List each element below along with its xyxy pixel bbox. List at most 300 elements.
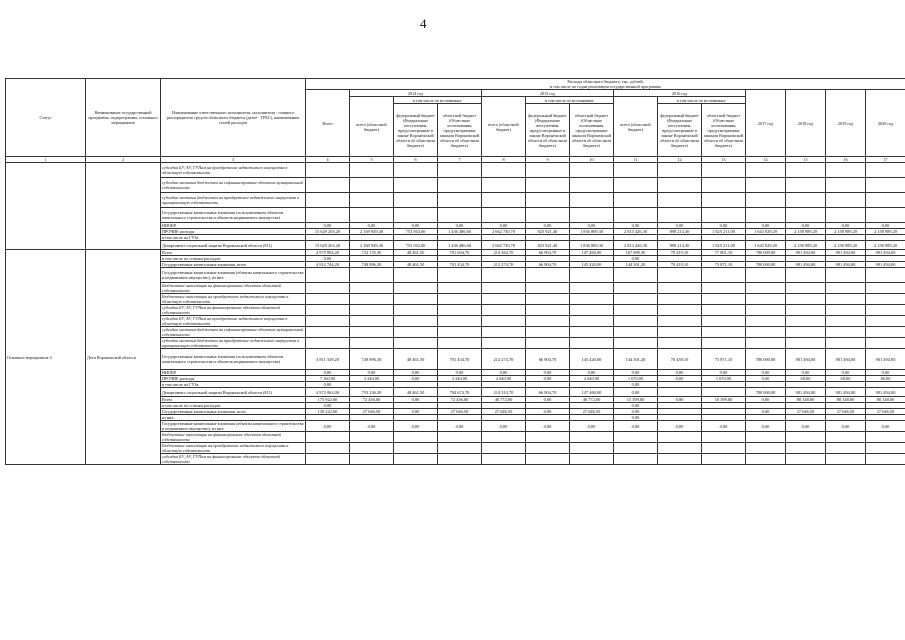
row-label: из них:: [161, 415, 306, 421]
value-cell: [746, 294, 786, 305]
value-cell: [658, 193, 702, 208]
value-cell: 1 670,00: [614, 376, 658, 382]
value-cell: [438, 294, 482, 305]
value-cell: 2 169 949,40: [350, 229, 394, 235]
value-cell: [570, 268, 614, 283]
value-cell: [306, 454, 350, 465]
value-cell: [826, 268, 866, 283]
column-number: 13: [702, 157, 746, 163]
value-cell: 60,00: [826, 376, 866, 382]
header-expenses-title: Расходы областного бюджета, тыс. рублей,: [567, 79, 644, 84]
value-cell: [570, 443, 614, 454]
value-cell: [350, 193, 394, 208]
row-label: субсидии местным бюджетам на приобретение недвижимого имущества в муниципальную собственность: [161, 193, 306, 208]
value-cell: 0,00: [526, 409, 570, 415]
header-2018: 2018 год: [786, 90, 826, 157]
value-cell: [866, 268, 905, 283]
value-cell: [526, 327, 570, 338]
value-cell: [570, 454, 614, 465]
header-expenses: [306, 79, 905, 90]
value-cell: [866, 283, 905, 294]
value-cell: [570, 338, 614, 349]
value-cell: [438, 178, 482, 193]
header-2020: 2020 год: [866, 90, 905, 157]
value-cell: 0,00: [786, 370, 826, 376]
row-label: Государственные капитальные вложения (за исключением объектов капитального строительства и объектов недвижимого имущества): [161, 208, 306, 223]
value-cell: [786, 294, 826, 305]
value-cell: [350, 208, 394, 223]
value-cell: [614, 193, 658, 208]
value-cell: 0,00: [394, 421, 438, 432]
value-cell: [658, 294, 702, 305]
value-cell: [526, 454, 570, 465]
table-row: [6, 250, 905, 256]
value-cell: [350, 432, 394, 443]
row-label: субсидии местным бюджетам на софинансирование объектов муниципальной собственности: [161, 327, 306, 338]
value-cell: [746, 178, 786, 193]
value-cell: [614, 178, 658, 193]
row-label: Государственные капитальные вложения, всего: [161, 409, 306, 415]
value-cell: 0,00: [526, 376, 570, 382]
value-cell: [526, 208, 570, 223]
row-label: субсидии БУ, АУ, ГУПам на финансирование объектов областной собственности: [161, 454, 306, 465]
value-cell: [702, 178, 746, 193]
value-cell: 0,00: [702, 223, 746, 229]
value-cell: [658, 327, 702, 338]
value-cell: 0,00: [482, 223, 526, 229]
value-cell: [526, 338, 570, 349]
value-cell: 753 563,00: [394, 241, 438, 250]
value-cell: [306, 268, 350, 283]
column-number: 11: [614, 157, 658, 163]
value-cell: [702, 268, 746, 283]
value-cell: [394, 193, 438, 208]
value-cell: [350, 294, 394, 305]
value-cell: [702, 193, 746, 208]
column-number: 14: [746, 157, 786, 163]
value-cell: 4 912 744,20: [306, 262, 350, 268]
value-cell: 27 646,50: [438, 409, 482, 415]
value-cell: 0,00: [746, 376, 786, 382]
value-cell: [482, 283, 526, 294]
value-cell: 80 148,00: [866, 397, 905, 403]
value-cell: [826, 178, 866, 193]
header-2014-obl: областной бюджет (Областные ассигнования, предусмотренные законом Воронежской области об областном бюджете): [438, 104, 482, 157]
value-cell: [826, 327, 866, 338]
value-cell: 0,00: [826, 223, 866, 229]
value-cell: 901 494,00: [786, 262, 826, 268]
value-cell: [306, 178, 350, 193]
header-2016-obl: областной бюджет (Областные ассигнования, предусмотренные законом Воронежской области об областном бюджете): [702, 104, 746, 157]
value-cell: 0,00: [614, 409, 658, 415]
value-cell: 4 975 894,20: [306, 250, 350, 256]
value-cell: 2 158 989,20: [826, 241, 866, 250]
value-cell: 723 135,30: [350, 250, 394, 256]
value-cell: 27 646,50: [826, 409, 866, 415]
value-cell: 701 604,70: [438, 250, 482, 256]
value-cell: 2 169 949,40: [350, 241, 394, 250]
row-label: Бюджетные инвестиции на приобретение недвижимого имущества в областную собственность: [161, 443, 306, 454]
value-cell: 1 825 211,00: [702, 241, 746, 250]
row-label: Государственные капитальные вложения, всего: [161, 262, 306, 268]
value-cell: [658, 305, 702, 316]
value-cell: 147 460,00: [570, 388, 614, 397]
value-cell: [658, 388, 702, 397]
value-cell: 0,00: [746, 370, 786, 376]
value-cell: [866, 432, 905, 443]
value-cell: [658, 178, 702, 193]
header-2016: 2016 год: [614, 90, 746, 97]
value-cell: [482, 178, 526, 193]
column-number: 2: [86, 157, 161, 163]
value-cell: 901 494,00: [866, 349, 905, 370]
value-cell: [350, 283, 394, 294]
value-cell: [866, 208, 905, 223]
value-cell: 66 904,70: [526, 262, 570, 268]
value-cell: 3 811 339,20: [306, 349, 350, 370]
value-cell: 46 772,00: [570, 397, 614, 403]
value-cell: [350, 327, 394, 338]
row-label: субсидии БУ, АУ, ГУПам на приобретение недвижимого имущества в областную собственность: [161, 163, 306, 178]
value-cell: 48 461,50: [394, 250, 438, 256]
value-cell: 2 158 989,20: [866, 241, 905, 250]
value-cell: 901 494,00: [826, 388, 866, 397]
value-cell: [482, 316, 526, 327]
value-cell: [570, 316, 614, 327]
column-number: 7: [438, 157, 482, 163]
value-cell: 780 000,00: [746, 262, 786, 268]
value-cell: [786, 193, 826, 208]
value-cell: 214 314,70: [482, 388, 526, 397]
value-cell: 780 000,00: [746, 388, 786, 397]
value-cell: [658, 454, 702, 465]
value-cell: [614, 294, 658, 305]
row-label: Государственные капитальные вложения (за исключением объектов капитального строительства и объектов недвижимого имущества): [161, 349, 306, 370]
value-cell: [866, 454, 905, 465]
value-cell: 749 896,30: [350, 349, 394, 370]
value-cell: [826, 454, 866, 465]
value-cell: 2 040,00: [482, 376, 526, 382]
value-cell: 0,00: [614, 403, 658, 409]
value-cell: 0,00: [394, 376, 438, 382]
row-label: субсидии местным бюджетам на приобретение недвижимого имущества в муниципальную собственность: [161, 338, 306, 349]
value-cell: [570, 178, 614, 193]
value-cell: 0,00: [306, 421, 350, 432]
value-cell: 27 646,50: [350, 409, 394, 415]
value-cell: [786, 432, 826, 443]
value-cell: [658, 163, 702, 178]
value-cell: [306, 163, 350, 178]
value-cell: 1 670,00: [702, 376, 746, 382]
value-cell: [746, 443, 786, 454]
value-cell: 175 922,60: [306, 397, 350, 403]
value-cell: 0,00: [306, 223, 350, 229]
row-label: субсидии БУ, АУ, ГУПам на приобретение недвижимого имущества в областную собственность: [161, 316, 306, 327]
value-cell: [394, 432, 438, 443]
value-cell: [746, 283, 786, 294]
value-cell: 0,00: [658, 421, 702, 432]
value-cell: [866, 443, 905, 454]
row-label: в том числе по статьям расходов:: [161, 403, 306, 409]
value-cell: [526, 294, 570, 305]
value-cell: [786, 454, 826, 465]
value-cell: [702, 327, 746, 338]
value-cell: [866, 305, 905, 316]
value-cell: [482, 193, 526, 208]
value-cell: [306, 294, 350, 305]
row-label: Государственные капитальные вложения (объекты капитального строительства и недвижимое имущество), из них:: [161, 421, 306, 432]
value-cell: 0,00: [614, 415, 658, 421]
value-cell: 0,00: [746, 223, 786, 229]
value-cell: 27 646,50: [570, 409, 614, 415]
value-cell: 1 643 929,20: [746, 241, 786, 250]
value-cell: [746, 327, 786, 338]
value-cell: [394, 338, 438, 349]
value-cell: 147 460,00: [570, 250, 614, 256]
value-cell: [826, 163, 866, 178]
value-cell: [866, 178, 905, 193]
value-cell: [786, 305, 826, 316]
value-cell: [746, 432, 786, 443]
value-cell: [526, 316, 570, 327]
value-cell: [826, 283, 866, 294]
value-cell: [482, 294, 526, 305]
value-cell: [350, 316, 394, 327]
value-cell: 0,00: [306, 403, 350, 409]
value-cell: [786, 316, 826, 327]
column-number: 5: [350, 157, 394, 163]
value-cell: 0,00: [614, 421, 658, 432]
value-cell: [526, 163, 570, 178]
value-cell: [826, 443, 866, 454]
header-2016-total: всего (областной бюджет): [614, 97, 658, 157]
value-cell: [614, 443, 658, 454]
value-cell: 0,00: [658, 370, 702, 376]
row-label: Департамент социальной защиты Воронежской области (811): [161, 241, 306, 250]
value-cell: [306, 193, 350, 208]
value-cell: [614, 268, 658, 283]
value-cell: 0,00: [350, 223, 394, 229]
header-2019: 2019 год: [826, 90, 866, 157]
value-cell: 15 399,00: [614, 397, 658, 403]
program-cell: Дети Воронежской области: [86, 250, 161, 465]
value-cell: 66 904,70: [526, 349, 570, 370]
value-cell: 48 461,50: [394, 388, 438, 397]
value-cell: [394, 316, 438, 327]
value-cell: [614, 283, 658, 294]
value-cell: [746, 208, 786, 223]
row-label: субсидии БУ, АУ, ГУПам на финансирование объектов областной собственности: [161, 305, 306, 316]
value-cell: [570, 193, 614, 208]
value-cell: 0,00: [482, 421, 526, 432]
value-cell: [394, 268, 438, 283]
value-cell: 0,00: [826, 370, 866, 376]
value-cell: 214 364,70: [482, 250, 526, 256]
value-cell: [866, 163, 905, 178]
value-cell: 0,00: [786, 421, 826, 432]
header-status: Статус: [6, 79, 86, 157]
value-cell: [702, 338, 746, 349]
value-cell: [438, 208, 482, 223]
value-cell: 0,00: [702, 370, 746, 376]
value-cell: [702, 454, 746, 465]
column-number: 1: [6, 157, 86, 163]
value-cell: 4 972 063,00: [306, 388, 350, 397]
column-number: 8: [482, 157, 526, 163]
value-cell: [526, 305, 570, 316]
value-cell: [482, 443, 526, 454]
value-cell: 3 240,00: [438, 376, 482, 382]
value-cell: 1 436 486,60: [438, 241, 482, 250]
value-cell: 898 214,30: [658, 229, 702, 235]
value-cell: [526, 443, 570, 454]
value-cell: 70 439,10: [658, 349, 702, 370]
value-cell: [526, 268, 570, 283]
value-cell: 753 563,00: [394, 229, 438, 235]
value-cell: 0,00: [614, 388, 658, 397]
value-cell: 0,00: [526, 223, 570, 229]
value-cell: [786, 327, 826, 338]
value-cell: 901 494,00: [786, 349, 826, 370]
value-cell: [570, 283, 614, 294]
value-cell: [614, 305, 658, 316]
value-cell: 0,00: [570, 223, 614, 229]
value-cell: [866, 193, 905, 208]
value-cell: [866, 316, 905, 327]
value-cell: 825 921,40: [526, 229, 570, 235]
value-cell: [786, 268, 826, 283]
value-cell: 701 434,70: [438, 349, 482, 370]
value-cell: [394, 208, 438, 223]
header-executor: Наименование ответственного исполнителя, исполнителя - главного распорядителя средств областного бюджета (далее - ГРБС), наименование статей расходов: [161, 79, 306, 157]
header-2016-fed: федеральный бюджет (Федеральные поступления, предусмотренные в законе Воронежской области об областном бюджете): [658, 104, 702, 157]
value-cell: [438, 338, 482, 349]
value-cell: 0,00: [306, 382, 350, 388]
value-cell: [746, 454, 786, 465]
value-cell: [482, 268, 526, 283]
header-2015-sources: в том числе по источникам:: [526, 97, 614, 104]
value-cell: 15 629 203,20: [306, 241, 350, 250]
value-cell: 2 158 989,20: [786, 241, 826, 250]
value-cell: 898 214,30: [658, 241, 702, 250]
value-cell: 780 000,00: [746, 250, 786, 256]
row-label: в том числе по ГУЗа: [161, 235, 306, 241]
value-cell: 48 461,50: [394, 349, 438, 370]
value-cell: [306, 316, 350, 327]
row-label: субсидии местным бюджетам на софинансирование объектов муниципальной собственности: [161, 178, 306, 193]
value-cell: 80 148,00: [786, 397, 826, 403]
status-cell: [6, 163, 86, 250]
value-cell: 48 461,50: [394, 262, 438, 268]
row-label: НИОКР: [161, 223, 306, 229]
value-cell: 7 160,00: [306, 376, 350, 382]
value-cell: [394, 443, 438, 454]
value-cell: 167 890,30: [614, 250, 658, 256]
value-cell: 0,00: [702, 421, 746, 432]
value-cell: 1 436 486,60: [438, 229, 482, 235]
value-cell: 46 772,00: [482, 397, 526, 403]
value-cell: [658, 208, 702, 223]
value-cell: 1 836 809,30: [570, 229, 614, 235]
value-cell: 0,00: [570, 421, 614, 432]
value-cell: 60,00: [786, 376, 826, 382]
value-cell: 0,00: [394, 370, 438, 376]
value-cell: 0,00: [614, 370, 658, 376]
value-cell: 72 436,00: [350, 397, 394, 403]
header-total: Всего: [306, 90, 350, 157]
value-cell: [306, 338, 350, 349]
value-cell: [614, 163, 658, 178]
value-cell: 2 813 426,30: [614, 229, 658, 235]
value-cell: [482, 432, 526, 443]
row-label: Государственные капитальные вложения (объекты капитального строительства и недвижимое имущество), из них:: [161, 268, 306, 283]
value-cell: [394, 283, 438, 294]
value-cell: 0,00: [614, 382, 658, 388]
row-label: в том числе по статьям расходов:: [161, 256, 306, 262]
column-number: 4: [306, 157, 350, 163]
value-cell: [526, 283, 570, 294]
header-2014-fed: федеральный бюджет (Федеральные поступления, предусмотренные в законе Воронежской области об областном бюджете): [394, 104, 438, 157]
column-number: 6: [394, 157, 438, 163]
value-cell: 60,00: [866, 376, 905, 382]
column-number: 16: [826, 157, 866, 163]
row-label: НИОКР: [161, 370, 306, 376]
page-number: 4: [420, 16, 427, 31]
value-cell: 0,00: [394, 409, 438, 415]
value-cell: [866, 294, 905, 305]
value-cell: [438, 432, 482, 443]
value-cell: 145 420,00: [570, 262, 614, 268]
value-cell: 2 662 730,70: [482, 241, 526, 250]
value-cell: 901 494,00: [786, 250, 826, 256]
value-cell: 0,00: [526, 421, 570, 432]
value-cell: [614, 208, 658, 223]
row-label: Всего: [161, 250, 306, 256]
value-cell: [746, 163, 786, 178]
value-cell: 0,00: [614, 256, 658, 262]
value-cell: [438, 443, 482, 454]
value-cell: 0,00: [526, 397, 570, 403]
value-cell: 0,00: [394, 397, 438, 403]
value-cell: 144 301,20: [614, 262, 658, 268]
header-2015-obl: областной бюджет (Областные ассигнования, предусмотренные законом Воронежской области об областном бюджете): [570, 104, 614, 157]
value-cell: [702, 294, 746, 305]
value-cell: [786, 208, 826, 223]
row-label: Бюджетные инвестиции на финансирование объектов областной собственности: [161, 432, 306, 443]
value-cell: 901 494,00: [826, 262, 866, 268]
value-cell: [438, 305, 482, 316]
value-cell: [702, 163, 746, 178]
value-cell: 901 494,00: [866, 250, 905, 256]
value-cell: [394, 454, 438, 465]
value-cell: [526, 178, 570, 193]
value-cell: [482, 163, 526, 178]
value-cell: 780 000,00: [746, 349, 786, 370]
value-cell: 1 643 929,20: [746, 229, 786, 235]
header-program: Наименование государственной программы, подпрограммы, основного мероприятия: [86, 79, 161, 157]
value-cell: 0,00: [306, 370, 350, 376]
value-cell: 27 646,50: [482, 409, 526, 415]
value-cell: 0,00: [658, 397, 702, 403]
value-cell: 0,00: [866, 421, 905, 432]
value-cell: [702, 305, 746, 316]
value-cell: [306, 208, 350, 223]
value-cell: 0,00: [658, 223, 702, 229]
value-cell: 145 420,00: [570, 349, 614, 370]
value-cell: 0,00: [746, 409, 786, 415]
value-cell: [350, 338, 394, 349]
value-cell: 0,00: [746, 397, 786, 403]
